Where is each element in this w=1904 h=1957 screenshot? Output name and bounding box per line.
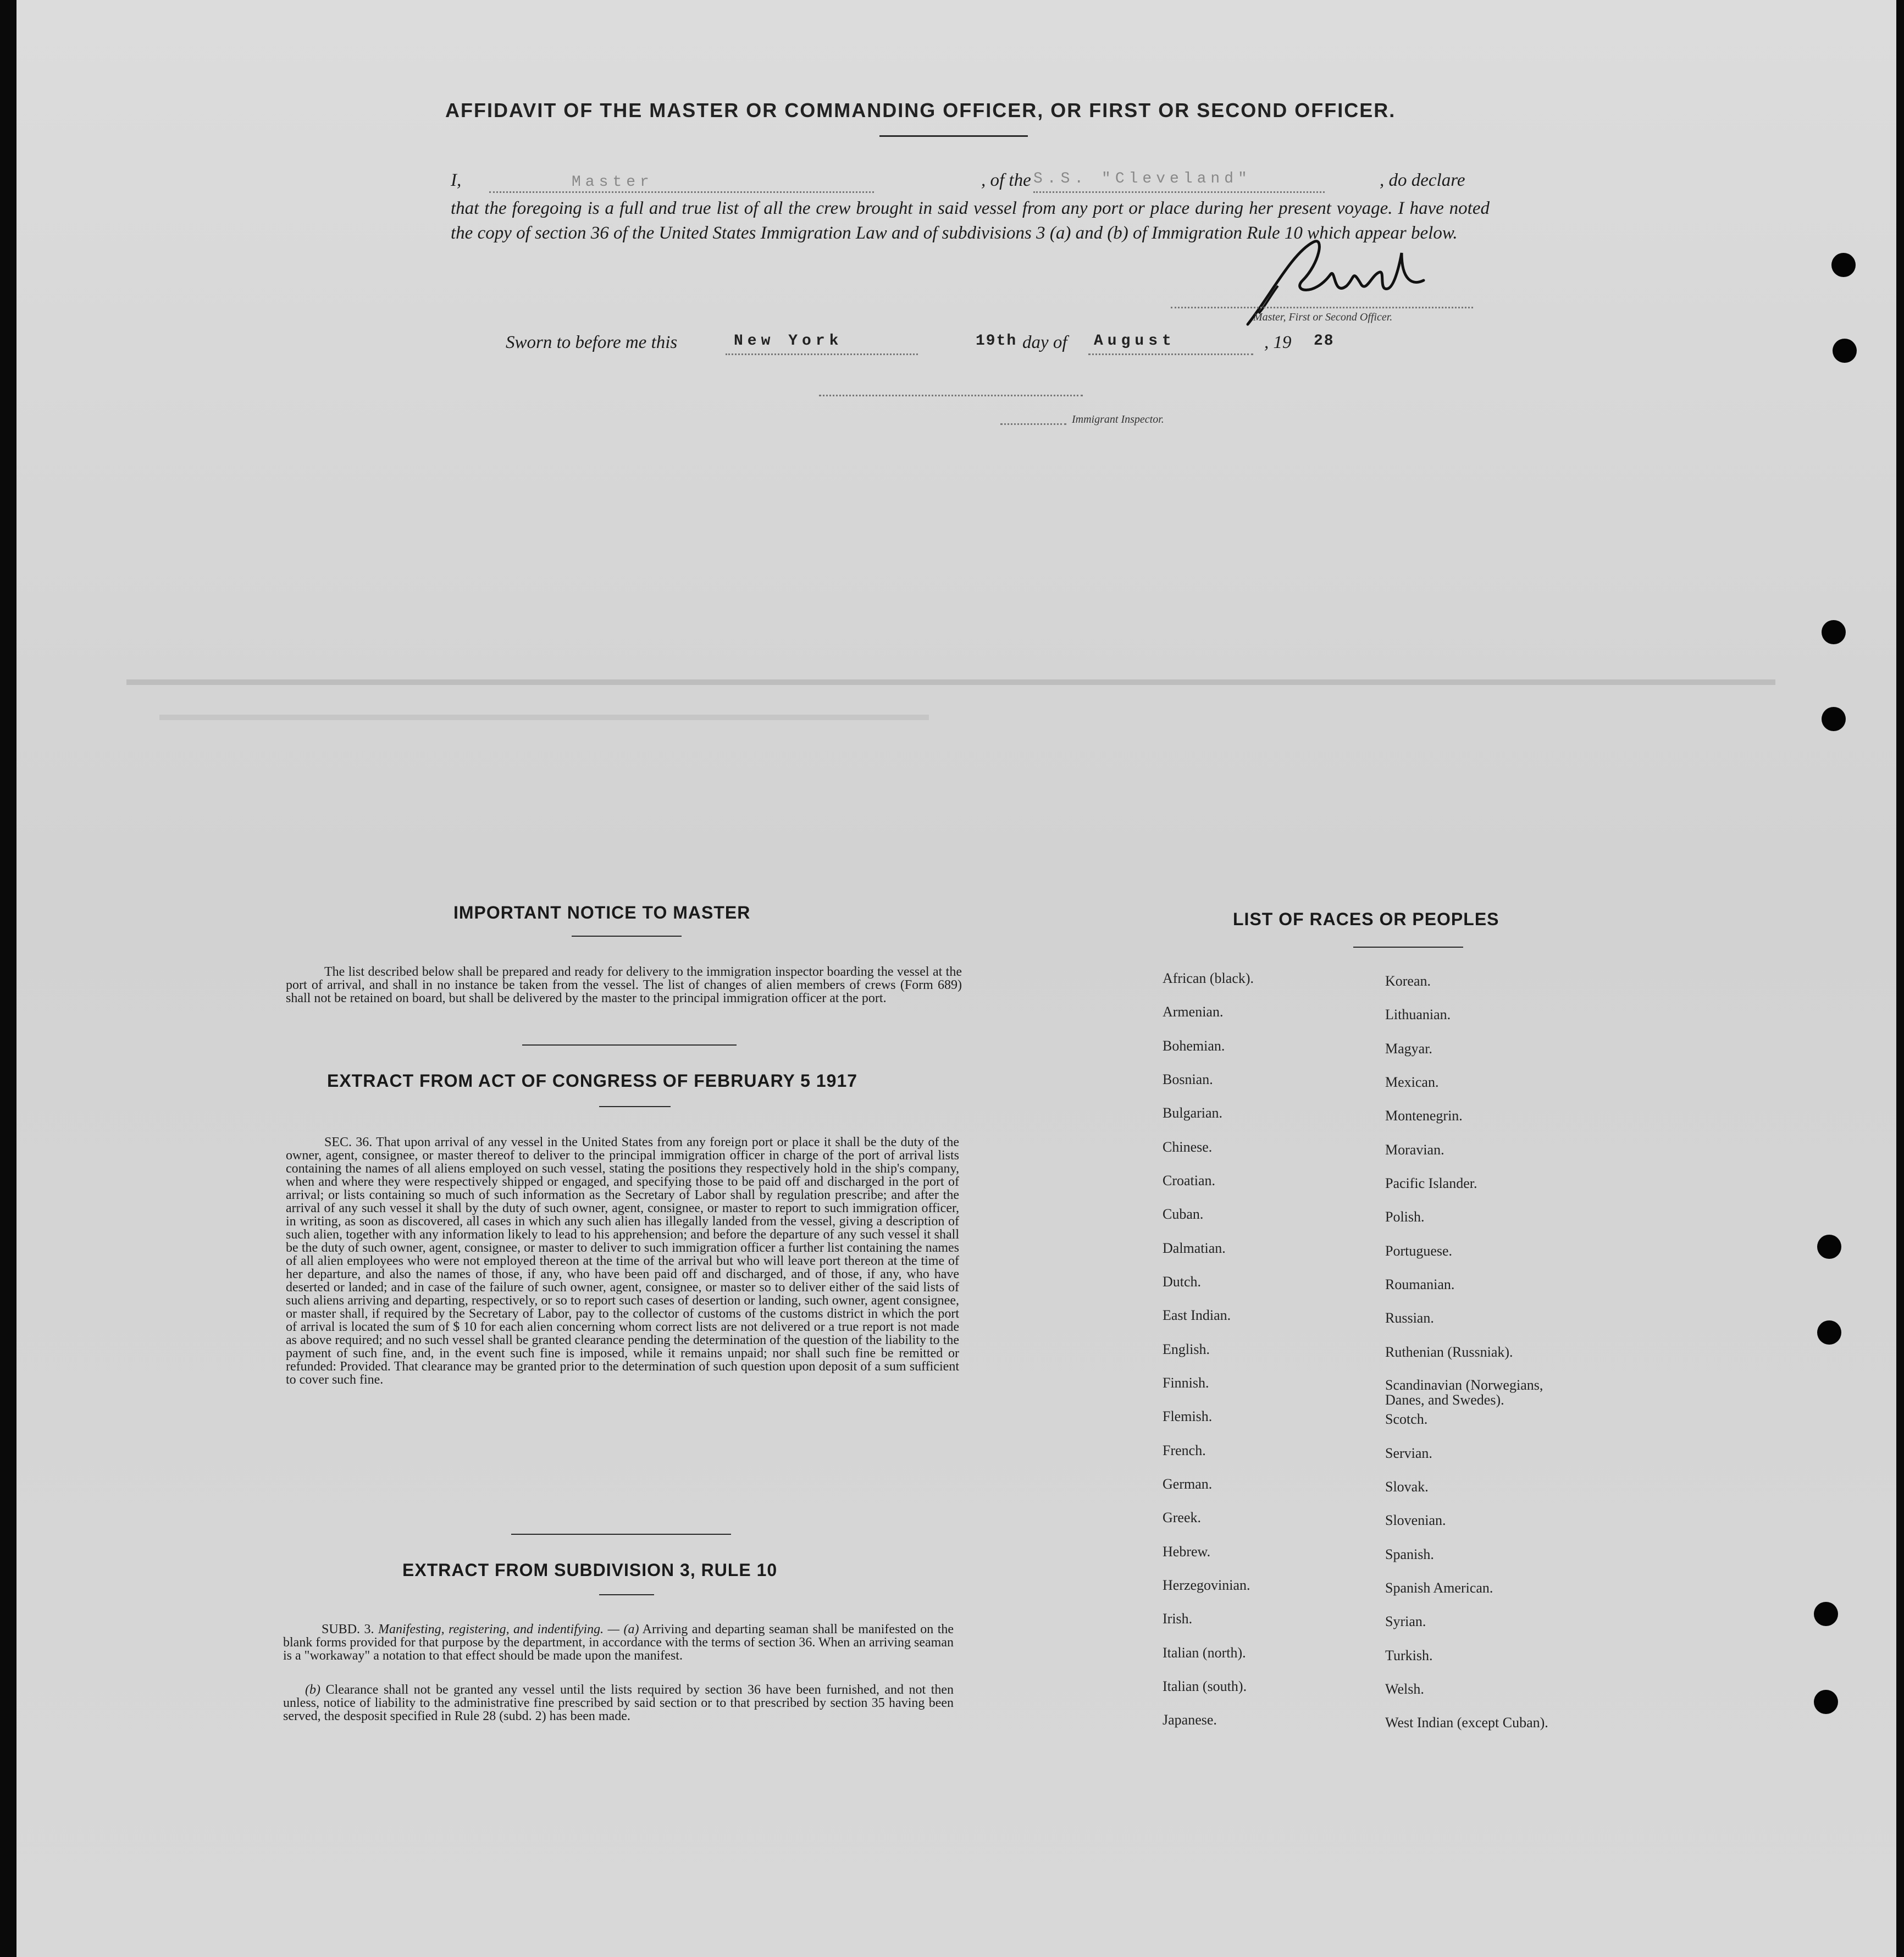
rule-extract-para-a [283,1623,954,1662]
race-item: East Indian. [1163,1307,1231,1323]
year-prefix: , 19 [1264,333,1292,352]
notice-title: IMPORTANT NOTICE TO MASTER [453,903,751,922]
inspector-signature-line [819,395,1083,396]
rule-extract-title: EXTRACT FROM SUBDIVISION 3, RULE 10 [402,1560,778,1580]
race-item: Finnish. [1163,1375,1209,1391]
binder-hole [1833,339,1857,363]
inspector-caption: Immigrant Inspector. [1072,413,1164,425]
signature-caption: Master, First or Second Officer. [1253,311,1393,323]
subd-lead: SUBD. 3. [322,1622,374,1637]
race-item: Cuban. [1163,1206,1204,1222]
month-fill-line [1088,353,1253,355]
fold-mark [159,715,929,720]
sworn-day: 19th [976,333,1017,350]
rule-extract-para-b [283,1683,954,1723]
act-extract-body [286,1136,959,1386]
binder-hole [1817,1235,1841,1259]
race-item: Roumanian. [1385,1276,1455,1292]
race-item: Moravian. [1385,1142,1444,1158]
act-text: SEC. 36. That upon arrival of any vessel in the United States from any foreign port or place it shall be the duty of the owner, agent, consignee, or master thereof to deliver to the principal immigration officer in charge of the port of arrival lists containing the names of all aliens employed on such vessel, stating the positions they respectively hold in the ship's company, when and where they were respectively shipped or engaged, and specifying those to be paid off and discharged in the port of arrival; or lists containing so much of such information as the Secretary of Labor shall by regulation prescribe; and after the arrival of any such vessel it shall by the duty of such owner, agent, consignee, or master to report to such immigration officer, in writing, as soon as discovered, all cases in which any such alien has illegally landed from the vessel, giving a description of such alien, together with any information likely to lead to his apprehension; and before the departure of any such vessel it shall be the duty of such owner, agent, consignee, or master to deliver to such immigration officer a further list containing the names of all alien employees who were not employed thereon at the time of the arrival but who will leave port thereon at the time of her departure, and also the names of those, if any, who have been paid off and discharged, and of those, if any, who have deserted or landed; and in case of the failure of such owner, agent, consignee, or master so to deliver either of the said lists of such aliens arriving and departing, respectively, or so to report such cases of desertion or landing, such owner, agent consignee, or master shall, if required by the Secretary of Labor, pay to the collector of customs of the customs district in which the port of arrival is located the sum of $ 10 for each alien concerning whom correct lists are not delivered or a true report is not made as above required; and no such vessel shall be granted clearance pending the determination of the question of the liability to the payment of such fine, and, in the event such fine is imposed, while it remains unpaid; nor shall such fine be remitted or refunded: Provided. That clearance may be granted prior to the determination of such question upon deposit of a sum sufficient to cover such fine. [286,1135,959,1387]
race-item: Slovenian. [1385,1512,1446,1528]
race-item: Servian. [1385,1445,1432,1461]
race-item: Bohemian. [1163,1038,1225,1054]
race-item: Spanish. [1385,1546,1434,1562]
races-right-column [1385,973,1616,1743]
notice-body [286,965,962,1005]
race-item: Dutch. [1163,1274,1202,1290]
notice-text: The list described below shall be prepared and ready for delivery to the immigration inspector boarding the vessel at the port of arrival, and shall in no instance be taken from the vessel. The list of changes of alien members of crews (Form 689) shall not be retained on board, but shall be delivered by the master to the principal immigration officer at the port. [286,965,962,1005]
race-item: Montenegrin. [1385,1108,1463,1124]
race-item: Ruthenian (Russniak). [1385,1344,1513,1360]
race-item: Mexican. [1385,1074,1439,1090]
document-page [16,0,1896,1957]
race-item: Flemish. [1163,1408,1213,1424]
binder-hole [1814,1602,1838,1626]
rule-underline [599,1594,654,1595]
binder-hole [1814,1690,1838,1714]
fold-mark [126,679,1775,685]
binder-hole [1831,253,1856,277]
declare-label: , do declare [1380,170,1465,190]
races-underline [1353,947,1463,948]
subd-a-text: Arriving and departing seaman shall be manifested on the blank forms provided for that purpose by the department, in accordance with the terms of section 36. When an arriving seaman is a "workaway" a notation to that effect should be made upon the manifest. [283,1622,954,1663]
sworn-label: Sworn to before me this [506,333,678,352]
of-the-label: , of the [981,170,1031,190]
race-item: Portuguese. [1385,1243,1453,1259]
race-item: German. [1163,1476,1213,1492]
notice-underline [572,936,682,937]
race-item: Bosnian. [1163,1071,1213,1087]
subd-heading: Manifesting, registering, and indentifying. — (a) [378,1622,639,1637]
race-item: Dalmatian. [1163,1240,1226,1256]
race-item: Magyar. [1385,1041,1432,1057]
race-item: Italian (north). [1163,1645,1246,1661]
race-item: Irish. [1163,1611,1193,1627]
race-item: Croatian. [1163,1173,1216,1188]
race-item: Scotch. [1385,1411,1428,1427]
vessel-field: S.S. "Cleveland" [1033,170,1252,187]
binder-hole [1817,1320,1841,1345]
race-item: Scandinavian (Norwegians, Danes, and Swedes). [1385,1377,1543,1408]
signature-line [1171,307,1473,308]
race-item: French. [1163,1442,1206,1458]
races-title: LIST OF RACES OR PEOPLES [1233,909,1499,929]
sworn-year: 28 [1314,333,1335,350]
race-item: Greek. [1163,1510,1202,1525]
act-extract-title: EXTRACT FROM ACT OF CONGRESS OF FEBRUARY 5 1917 [327,1071,858,1091]
race-item: West Indian (except Cuban). [1385,1715,1548,1731]
vessel-fill-line [1033,191,1325,193]
affidavit-title: AFFIDAVIT OF THE MASTER OR COMMANDING OFFICER, OR FIRST OR SECOND OFFICER. [445,99,1396,121]
race-item: Herzegovinian. [1163,1577,1250,1593]
race-item: Chinese. [1163,1139,1213,1155]
race-item: Japanese. [1163,1712,1217,1728]
inspector-caption-line [1000,423,1066,425]
race-item: Welsh. [1385,1681,1424,1697]
declaration-line [451,170,1495,191]
races-left-column [1163,970,1382,1740]
race-item: African (black). [1163,970,1254,986]
race-item: Pacific Islander. [1385,1175,1477,1191]
binder-hole [1822,707,1846,731]
sworn-month: August [1094,333,1176,350]
race-item: Polish. [1385,1209,1425,1225]
race-item: Bulgarian. [1163,1105,1223,1121]
race-item: Armenian. [1163,1004,1224,1020]
race-item: Lithuanian. [1385,1007,1451,1022]
race-item: Spanish American. [1385,1580,1493,1596]
binder-hole [1822,620,1846,644]
section-divider [511,1534,731,1535]
rank-fill-line [489,191,874,193]
rank-field: Master [572,174,654,191]
subd-b-lead: (b) [305,1683,320,1697]
section-divider [522,1044,737,1046]
race-item: Slovak. [1385,1479,1429,1495]
race-item: Italian (south). [1163,1678,1247,1694]
race-item: Hebrew. [1163,1544,1211,1560]
sworn-line [506,333,1385,360]
race-item: Syrian. [1385,1613,1426,1629]
race-item: Turkish. [1385,1648,1433,1663]
declarant-prefix: I, [451,170,462,190]
day-of-label: day of [1022,333,1067,352]
race-item: Korean. [1385,973,1431,989]
subd-b-text: Clearance shall not be granted any vessel until the lists required by section 36 have been furnished, and not then unless, notice of liability to the administrative fine prescribed by said section or to that prescribed by section 35 having been served, the desposit specified in Rule 28 (subd. 2) has been made. [283,1683,954,1723]
sworn-place: New York [734,333,843,350]
place-fill-line [726,353,918,355]
race-item: Russian. [1385,1310,1434,1326]
title-underline [879,135,1028,137]
race-item: English. [1163,1341,1210,1357]
act-underline [599,1106,671,1107]
affidavit-body: that the foregoing is a full and true list of all the crew brought in said vessel from any port or place during her present voyage. I have noted the copy of section 36 of the United States Immigration Law and of subdivisions 3 (a) and (b) of Immigration Rule 10 which appear below. [451,198,1490,243]
